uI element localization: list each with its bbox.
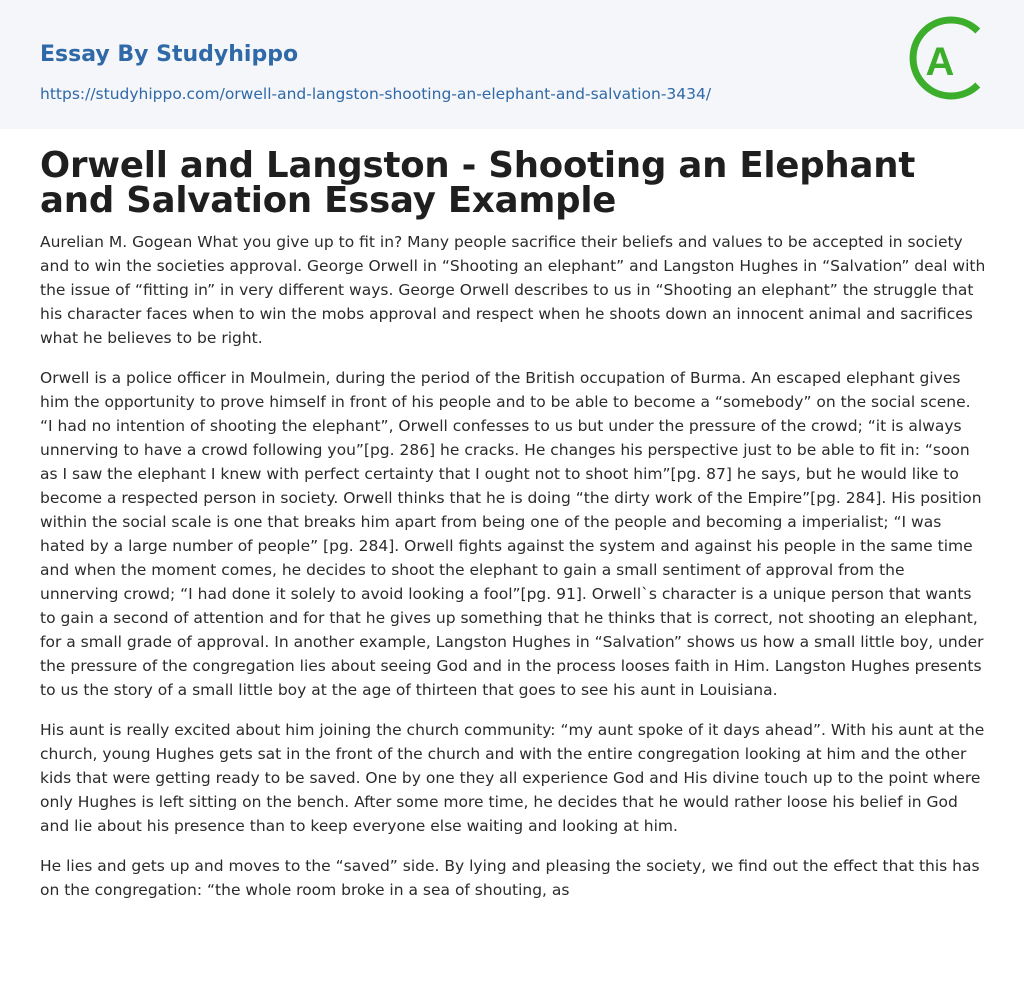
site-title[interactable]: Essay By Studyhippo [40,42,299,67]
essay-paragraph: His aunt is really excited about him joining the church community: “my aunt spoke of it days ahead”. With his aunt at the church, young Hughes gets sat in the front of the church and with the entire congregation looking at him and the other kids that were getting ready to be saved. One by one they all experience God and His divine touch up to the point where only Hughes is left sitting on the bench. After some more time, he decides that he would rather loose his belief in God and lie about his presence than to keep everyone else waiting and looking at him. [40,721,985,835]
page-header [0,0,1024,129]
essay-paragraph: Orwell is a police officer in Moulmein, during the period of the British occupation of Burma. An escaped elephant gives him the opportunity to prove himself in front of his people and to be able to become a “somebody” on the social scene. “I had no intention of shooting the elephant”, Orwell confesses to us but under the pressure of the crowd; “it is always unnerving to have a crowd following you”[pg. 286] he cracks. He changes his perspective just to be able to fit in: “soon as I saw the elephant I knew with perfect certainty that I ought not to shoot him”[pg. 87] he says, but he would like to become a respected person in society. Orwell thinks that he is doing “the dirty work of the Empire”[pg. 284]. His position within the social scale is one that breaks him apart from being one of the people and becoming a imperialist; “I was hated by a large number of people” [pg. 284]. Orwell fights against the system and against his people in the same time and when the moment comes, he decides to shoot the elephant to gain a small sentiment of approval from the unnerving crowd; “I had done it solely to avoid looking a fool”[pg. 91]. Orwell`s character is a unique person that wants to gain a second of attention and for that he gives up something that he thinks that is correct, not shooting an elephant, for a small grade of approval. In another example, Langston Hughes in “Salvation” shows us how a small little boy, under the pressure of the congregation lies about seeing God and in the process looses faith in Him. Langston Hughes presents to us the story of a small little boy at the age of thirteen that goes to see his aunt in Louisiana. [40,369,984,699]
grade-a-logo-icon[interactable] [908,16,992,108]
logo-letter: A [925,40,955,84]
essay-url-link[interactable]: https://studyhippo.com/orwell-and-langston-shooting-an-elephant-and-salvation-3434/ [40,85,712,103]
essay-paragraph: Aurelian M. Gogean What you give up to fit in? Many people sacrifice their beliefs and values to be accepted in society and to win the societies approval. George Orwell in “Shooting an elephant” and Langston Hughes in “Salvation” deal with the issue of “fitting in” in very different ways. George Orwell describes to us in “Shooting an elephant” the struggle that his character faces when to win the mobs approval and respect when he shoots down an innocent animal and sacrifices what he believes to be right. [40,233,986,347]
essay-paragraph: He lies and gets up and moves to the “saved” side. By lying and pleasing the society, we find out the effect that this has on the congregation: “the whole room broke in a sea of shouting, as [40,857,980,899]
essay-content [40,145,986,918]
essay-title: Orwell and Langston - Shooting an Elephant and Salvation Essay Example [40,145,916,221]
